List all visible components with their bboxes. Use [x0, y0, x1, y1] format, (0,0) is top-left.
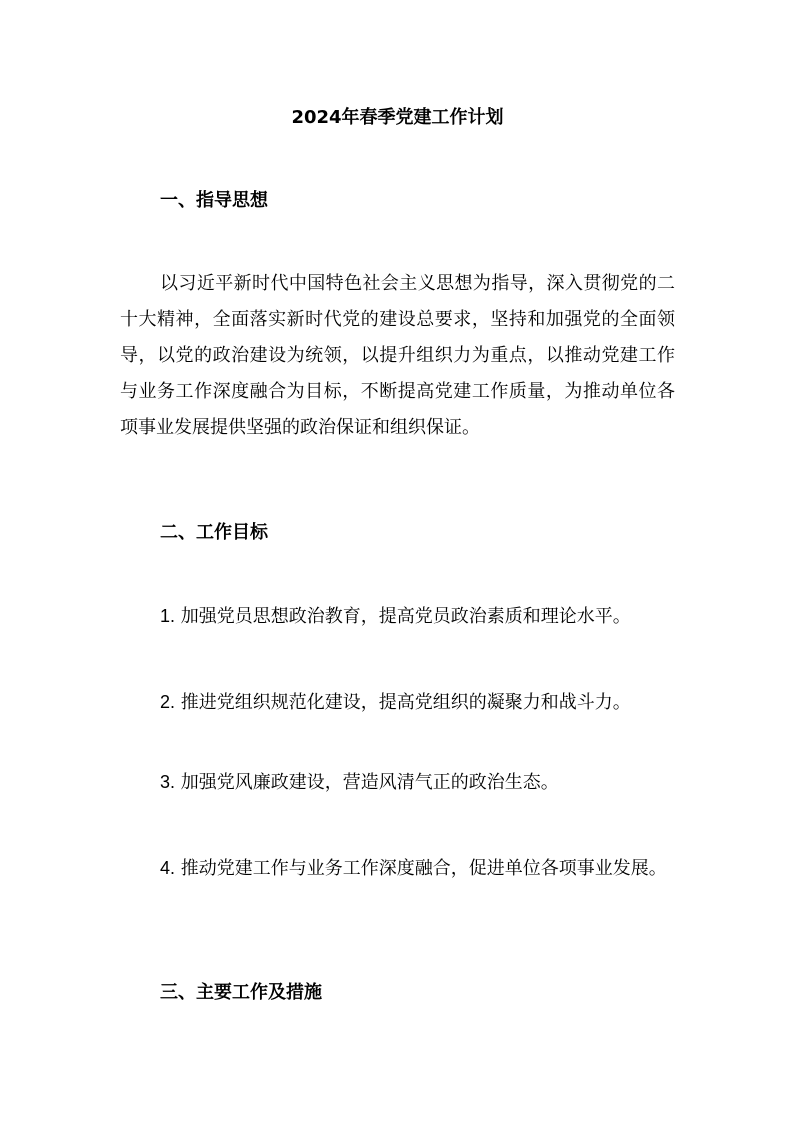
- section-heading-guiding-ideology: 一、指导思想: [160, 190, 268, 211]
- section-paragraph-guiding-ideology: 以习近平新时代中国特色社会主义思想为指导，深入贯彻党的二十大精神，全面落实新时代党的建设总要求，坚持和加强党的全面领导，以党的政治建设为统领，以提升组织力为重点，以推动党建工作与业务工作深度融合为目标，不断提高党建工作质量，为推动单位各项事业发展提供坚强的政治保证和组织保证。: [120, 273, 675, 438]
- goal-item-text: 加强党风廉政建设，营造风清气正的政治生态。: [180, 772, 559, 793]
- goal-item-number: 2.: [160, 692, 176, 712]
- section-heading-work-goals: 二、工作目标: [160, 522, 268, 543]
- goal-item-3: [120, 764, 675, 801]
- section-heading-main-work-measures: 三、主要工作及措施: [160, 982, 322, 1003]
- goal-item-text: 加强党员思想政治教育，提高党员政治素质和理论水平。: [180, 606, 631, 627]
- goal-item-text: 推动党建工作与业务工作深度融合，促进单位各项事业发展。: [180, 858, 667, 879]
- goal-item-number: 3.: [160, 772, 176, 792]
- goal-item-1: [120, 598, 675, 635]
- goal-item-2: [120, 684, 675, 721]
- document-title: 2024年春季党建工作计划: [291, 107, 504, 128]
- goal-item-number: 1.: [160, 606, 176, 626]
- goal-item-4: [120, 850, 675, 887]
- goal-item-text: 推进党组织规范化建设，提高党组织的凝聚力和战斗力。: [180, 692, 631, 713]
- goal-item-number: 4.: [160, 858, 176, 878]
